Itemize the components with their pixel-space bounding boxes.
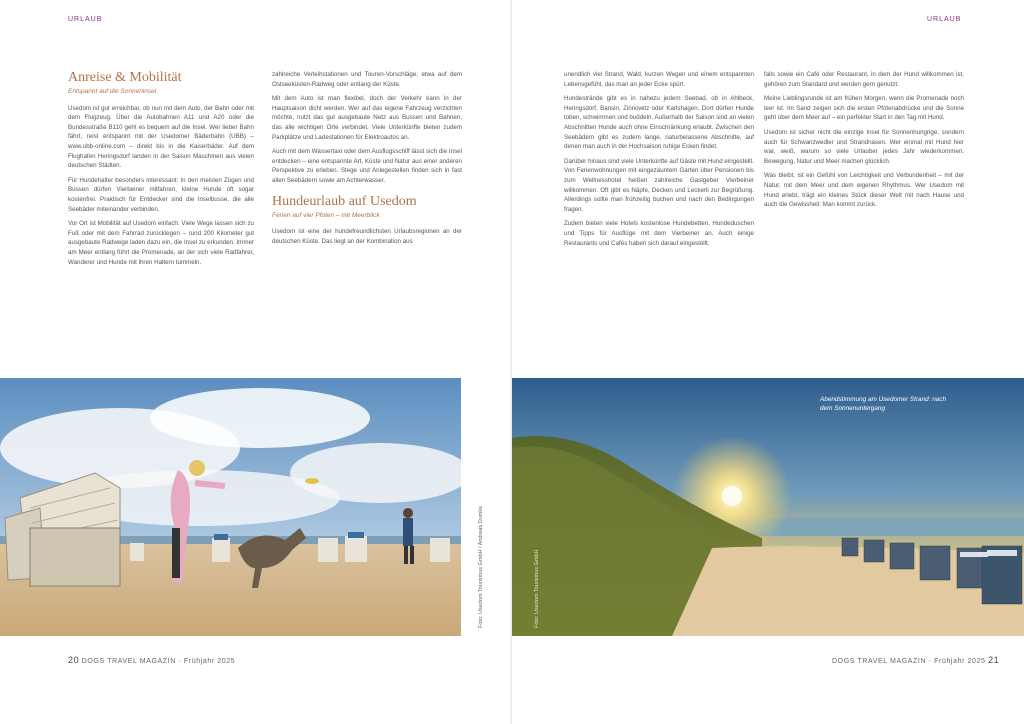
section-tag: URLAUB (68, 16, 103, 23)
page-footer-right (832, 655, 999, 665)
paragraph: Mit dem Auto ist man flexibel, doch der Verkehr kann in der Hauptsaison dicht werden. Wer auf das eigene Fahrzeug verzichten möchte, nutzt das gut ausgebaute Netz aus Bussen und Bahnen, das alle wichtigen Orte verbindet. Viele Unterkünfte bieten zudem Parkplätze und Ladestationen für Elektroautos an. (272, 95, 462, 141)
paragraph: Darüber hinaus sind viele Unterkünfte auf Gäste mit Hund eingestellt. Von Ferienwohnungen mit eingezäuntem Garten über Pensionen bis zum Wellnesshotel heißen zahlreiche Gastgeber Vierbeiner willkommen. Oft gibt es Näpfe, Decken und Leckerli zur Begrüßung. Allerdings sollte man frühzeitig buchen und nach den Bedingungen fragen. (564, 157, 754, 213)
paragraph: Zudem bieten viele Hotels kostenlose Hundebetten, Hundeduschen und Tipps für Ausflüge mit dem Vierbeiner an. Auch einige Restaurants und Cafés haben sich darauf eingestellt. (564, 220, 754, 247)
article-column-1 (68, 70, 254, 272)
paragraph: Auch mit dem Wassertaxi oder dem Ausflugsschiff lässt sich die Insel entdecken – eine entspannte Art, Küste und Natur aus einer anderen Perspektive zu erleben. Stege und Anlegestellen finden sich in fast allen Seebädern sowie am Achterwasser. (272, 148, 462, 184)
paragraph: Meine Lieblingsrunde ist am frühen Morgen, wenn die Promenade noch leer ist. Im Sand zeigen sich die ersten Pfotenabdrücke und die Sonne geht über dem Meer auf – ein perfekter Start in den Tag mit Hund. (764, 95, 964, 122)
paragraph: Was bleibt, ist ein Gefühl von Leichtigkeit und Verbundenheit – mit der Natur, mit dem Meer und dem eigenen Rhythmus. Wer Usedom mit Hund erlebt, trägt ein kleines Stück dieser Welt mit nach Hause und auch die Gewissheit: Man kommt zurück. (764, 172, 964, 209)
photo-caption: Abendstimmung am Usedomer Strand: nach dem Sonnenuntergang (820, 396, 947, 412)
paragraph: falls sowie ein Café oder Restaurant, in dem der Hund willkommen ist, gehören zum Standard und werden gern genutzt. (764, 71, 964, 88)
photo-credit-left: Foto: Usedom Tourismus GmbH / Andreas Dumke (478, 505, 484, 628)
section-heading-2: Hundeurlaub auf Usedom (272, 193, 417, 209)
photo-credit-right: Foto: Usedom Tourismus GmbH (534, 549, 540, 628)
article-column-2 (272, 70, 462, 251)
paragraph: zahlreiche Verleihstationen und Touren-Vorschläge, etwa auf dem Ostseeküsten-Radweg oder entlang der Küste. (272, 71, 462, 88)
page-number-right: 21 (988, 655, 1000, 665)
paragraph: Für Hundehalter besonders interessant: In den meisten Zügen und Bussen dürfen Vierbeiner mitfahren, kleine Hunde oft sogar kostenfrei. Praktisch für Entdecker sind die Inselbusse, die alle Seebäder miteinander verbinden. (68, 176, 254, 213)
paragraph: Usedom ist eine der hundefreundlichsten Urlaubsregionen an der deutschen Küste. Das liegt an der Kombination aus (272, 228, 462, 245)
paragraph: unendlich viel Strand, Wald, kurzen Wegen und einem entspannten Lebensgefühl, das man an jeder Ecke spürt. (564, 71, 754, 88)
page-number-left: 20 (68, 655, 80, 665)
paragraph: Vor Ort ist Mobilität auf Usedom einfach: Viele Wege lassen sich zu Fuß oder mit dem Fahrrad zurücklegen – rund 200 Kilometer gut ausgebaute Radwege laden dazu ein, die Insel zu erkunden. Immer am Meer entlang führt die Promenade, an der sich viele Radfahrer, Wanderer und Hunde mit ihren Haltern tummeln. (68, 220, 254, 266)
article-column-3 (564, 70, 754, 253)
paragraph: Hundestrände gibt es in nahezu jedem Seebad, ob in Ahlbeck, Heringsdorf, Bansin, Zinnowitz oder Karlshagen. Dort dürfen Hunde toben, schwimmen und buddeln. Außerhalb der Saison sind an vielen Abschnitten Hunde auch ohne Einschränkung erlaubt. Zwischen den Seebädern gibt es zudem lange, naturbelassene Abschnitte, auf denen man auch in der Hochsaison ruhige Ecken findet. (564, 95, 754, 151)
footer-text-right: DOGS TRAVEL MAGAZIN · Frühjahr 2025 (832, 658, 986, 665)
paragraph: Usedom ist sicher nicht die einzige Insel für Sonnenhungrige, sondern auch für Schwanzwedler und Strandnasen. Wer einmal mit Hund hier war, weiß, warum so viele Urlauber jedes Jahr wiederkommen. Bewegung, Natur und Meer machen glücklich. (764, 128, 964, 165)
page-footer-left (68, 655, 235, 665)
beach-dog-photo (0, 378, 461, 636)
footer-text-left: DOGS TRAVEL MAGAZIN · Frühjahr 2025 (81, 658, 236, 665)
section-subheading-2: Ferien auf vier Pfoten – mit Meerblick (272, 211, 380, 219)
right-page (512, 0, 1024, 724)
section-subheading: Entspannt auf die Sonneninsel (68, 88, 157, 95)
paragraph: Usedom ist gut erreichbar, ob nun mit dem Auto, der Bahn oder mit dem Flugzeug. Über die Autobahnen A11 und A20 oder die Bundesstraße B110 geht es bequem auf die Insel. Wer lieber Bahn fährt, reist entspannt mit der Usedomer Bäderbahn (UBB) – www.ubb-online.com – direkt bis in die Kaiserbäder. Auf dem Flughafen Heringsdorf landen in der Saison Maschinen aus vielen deutschen Städten. (68, 104, 254, 170)
sunset-beach-photo (512, 378, 1024, 636)
section-heading: Anreise & Mobilität (68, 70, 182, 85)
article-column-4 (764, 70, 964, 215)
section-tag-right: URLAUB (927, 16, 962, 23)
